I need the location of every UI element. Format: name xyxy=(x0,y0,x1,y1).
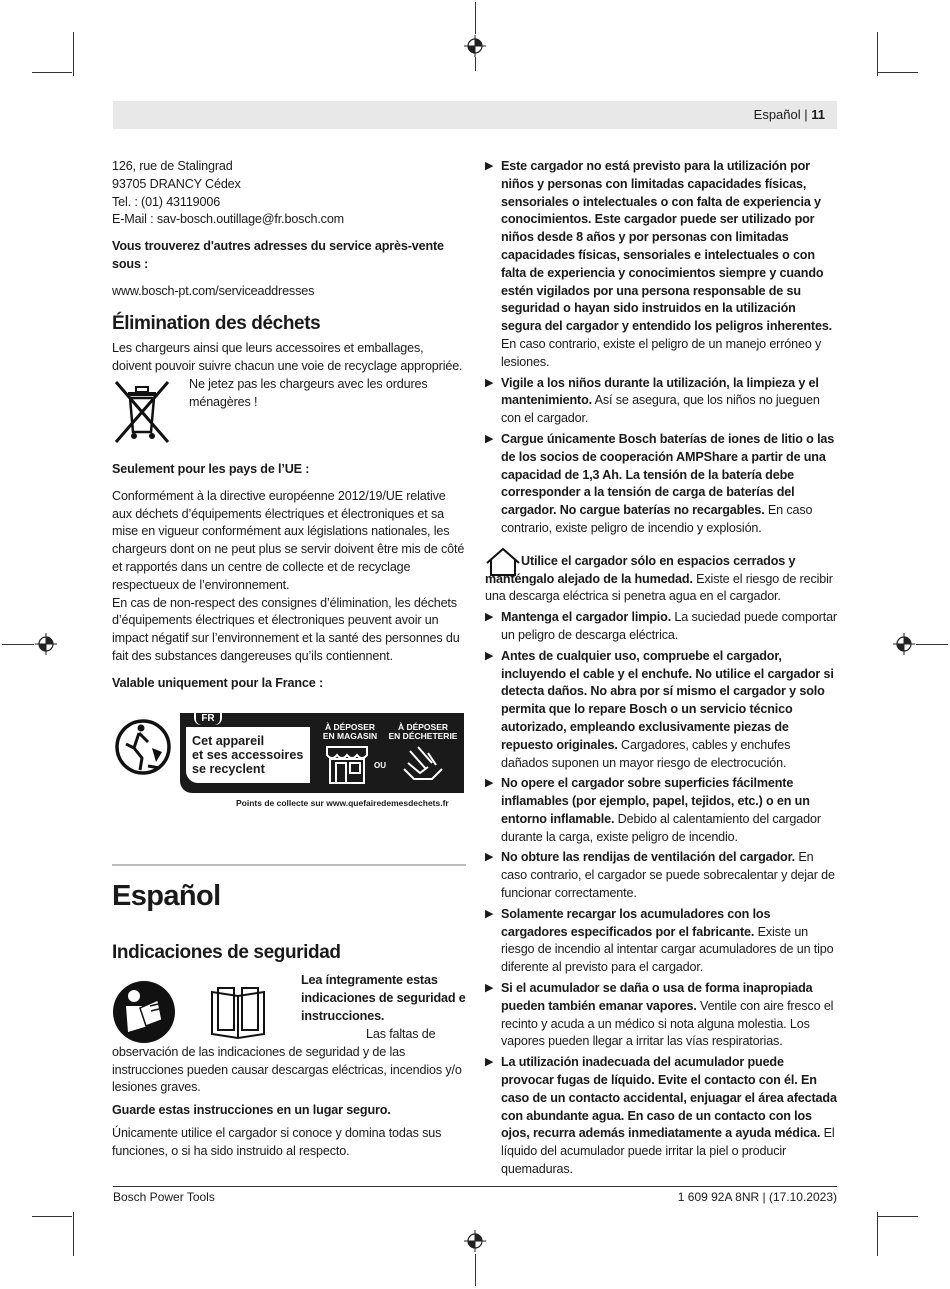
footer-doc-number: 1 609 92A 8NR | (17.10.2023) xyxy=(677,1190,837,1204)
crossed-bin-icon xyxy=(112,378,172,446)
crop-mark xyxy=(475,2,476,34)
service-url: www.bosch-pt.com/serviceaddresses xyxy=(112,283,315,298)
read-bold: Lea íntegramente estas indicaciones de seguridad e instrucciones. xyxy=(301,973,466,1023)
fr-badge-inner xyxy=(196,713,220,725)
list-item xyxy=(485,849,837,902)
crop-mark xyxy=(32,72,72,73)
triman-footer: Points de collecte sur www.quefairedemesdechets.fr xyxy=(236,798,449,808)
bullet-text: La suciedad puede comportar un peligro de descarga eléctrica. xyxy=(501,610,837,642)
bullet-icon: ▶ xyxy=(485,432,494,445)
dump-label xyxy=(384,723,462,741)
bin-block xyxy=(112,376,466,452)
triman-line3: se recyclent xyxy=(192,762,265,776)
bullet-text: El líquido del acumulador puede irritar la piel o producir quemaduras. xyxy=(501,1126,835,1177)
left-column xyxy=(112,158,466,693)
list-item xyxy=(485,431,837,538)
list-item xyxy=(485,158,837,372)
triman-message xyxy=(186,727,310,783)
address-line: Tel. : (01) 43119006 xyxy=(112,194,221,209)
address-line: E-Mail : sav-bosch.outillage@fr.bosch.com xyxy=(112,212,345,227)
crop-mark xyxy=(475,1254,476,1286)
bullet-bold: Si el acumulador se daña o usa de forma inapropiada pueden también emanar vapores. xyxy=(501,981,813,1013)
bullet-text: Así se asegura, que los niños no jueguen con el cargador. xyxy=(501,393,820,426)
bullet-icon: ▶ xyxy=(485,160,494,172)
bullet-icon: ▶ xyxy=(485,907,494,920)
fr-badge-text: FR xyxy=(201,713,215,724)
registration-mark-icon xyxy=(464,1230,486,1252)
bullet-text: Existe un riesgo de incendio al intentar cargar acumuladores de un tipo diferente al previsto para el cargador. xyxy=(501,924,834,975)
header-label: Español | 11 xyxy=(753,107,825,122)
bullet-text: En caso contrario, existe el peligro de un manejo erróneo y lesiones. xyxy=(501,336,822,369)
crop-mark xyxy=(878,72,918,73)
indoor-use-block xyxy=(485,553,837,606)
bullet-text: Ventile con aire fresco el recinto y acuda a un médico si nota alguna molestia. Los vapores pueden llegar a irritar las vías respiratorias. xyxy=(501,998,834,1049)
crop-mark xyxy=(73,32,74,76)
bullet-icon: ▶ xyxy=(485,851,494,864)
or-label: OU xyxy=(374,761,386,770)
bullet-icon: ▶ xyxy=(485,649,494,662)
keep-instructions: Guarde estas instrucciones en un lugar seguro. xyxy=(112,1103,391,1118)
triman-icon xyxy=(112,718,174,776)
bullet-text: En caso contrario, el cargador se puede sobrecalentar y dejar de funcionar correctamente. xyxy=(501,850,835,901)
crop-mark xyxy=(32,1216,72,1217)
list-item xyxy=(485,775,837,846)
footer-divider xyxy=(113,1186,837,1187)
more-addresses-text: Vous trouverez d'autres adresses du service après-vente sous : xyxy=(112,239,444,271)
bin-note: Ne jetez pas les chargeurs avec les ordures ménagères ! xyxy=(189,376,428,409)
address-line: 93705 DRANCY Cédex xyxy=(112,176,241,191)
crop-mark xyxy=(877,32,878,76)
registration-mark-icon xyxy=(893,633,915,655)
bullet-icon: ▶ xyxy=(485,982,494,995)
crop-mark xyxy=(878,1216,918,1217)
eu-text: Conformément à la directive européenne 2012/19/UE relative aux déchets d’équipements électriques et électroniques et sa mise en vigueur conformément aux législations nationales, les chargeurs dont on ne peut plus se servir doivent être mis de côté et rapportés dans un centre de collecte et de recyclage respectueux de l’environnement. xyxy=(112,488,465,592)
bullet-bold: Este cargador no está previsto para la utilización por niños y personas con limitadas capacidades físicas, sensoriales o intelectuales o con falta de experiencia y conocimientos. Este cargador puede ser utilizado por niños desde 8 años y por personas con limitadas capacidades físicas, sensoriales e intelectuales o con falta de experiencia y conocimientos siempre y cuando estén vigilados por una persona responsable de su seguridad o hayan sido instruidos en la utilización segura del cargador y entendido los peligros inherentes. xyxy=(501,159,833,334)
triman-info-box xyxy=(180,713,464,793)
bullet-bold: Solamente recargar los acumuladores con los cargadores especificados por el fabricante. xyxy=(501,906,771,939)
triman-line1: Cet appareil xyxy=(192,734,265,748)
bullet-bold: No opere el cargador sobre superficies fácilmente inflamables (por ejemplo, papel, tejidos, etc.) o en un entorno inflamable. xyxy=(501,776,810,826)
dump-icon xyxy=(398,743,448,785)
read-text-block xyxy=(112,1026,466,1161)
indoor-house-icon xyxy=(485,547,521,577)
registration-mark-icon xyxy=(35,633,57,655)
header-language: Español xyxy=(753,107,801,122)
indoor-bold: Utilice el cargador sólo en espacios cerrados y manténgalo alejado de la humedad. xyxy=(485,553,796,586)
read-text-span: Las faltas de observación de las indicaciones de seguridad y de las instrucciones pueden causar descargas eléctricas, incendios y/o lesiones graves. xyxy=(112,1027,462,1095)
safety-heading: Indicaciones de seguridad xyxy=(112,942,341,963)
list-item xyxy=(485,906,837,977)
crop-mark xyxy=(2,644,34,645)
only-use-text: Únicamente utilice el cargador si conoce y domina todas sus funciones, o si ha sido instruido al respecto. xyxy=(112,1125,442,1158)
list-item xyxy=(485,609,837,645)
bullet-text: Cargadores, cables y enchufes dañados suponen un mayor riesgo de electrocución. xyxy=(501,737,791,770)
noncompliance-text: En cas de non-respect des consignes d’élimination, les déchets d’équipements électriques et électroniques peuvent avoir un impact négatif sur l’environnement et la santé des personnes du fait des substances dangereuses qu’ils contiennent. xyxy=(112,595,460,663)
triman-line2: et ses accessoires xyxy=(192,748,304,762)
read-text xyxy=(112,1026,466,1097)
right-column xyxy=(485,158,837,1182)
bullet-icon: ▶ xyxy=(485,777,494,790)
crop-mark xyxy=(916,644,948,645)
page-header xyxy=(113,101,837,129)
bullet-icon: ▶ xyxy=(485,611,494,624)
france-heading: Valable uniquement pour la France : xyxy=(112,675,323,690)
bullet-bold: No obture las rendijas de ventilación del cargador. xyxy=(501,850,795,865)
list-item xyxy=(485,375,837,428)
list-item xyxy=(485,648,837,773)
disposal-text: Les chargeurs ainsi que leurs accessoires et emballages, doivent pouvoir suivre chacun une voie de recyclage appropriée. xyxy=(112,341,463,374)
shop-label-1: À DÉPOSER xyxy=(324,722,376,732)
crop-mark xyxy=(475,57,476,71)
section-title: Español xyxy=(112,880,221,912)
shop-label-2: EN MAGASIN xyxy=(322,731,378,741)
bullet-bold: Vigile a los niños durante la utilización, la limpieza y el mantenimiento. xyxy=(501,375,819,408)
bullet-text: En caso contrario, existe peligro de incendio y explosión. xyxy=(501,503,813,535)
list-item xyxy=(485,980,837,1051)
eu-heading: Seulement pour les pays de l’UE : xyxy=(112,461,310,476)
shop-icon xyxy=(324,745,370,785)
section-divider xyxy=(112,864,466,866)
bullet-bold: Cargue únicamente Bosch baterías de iones de litio o las de los socios de cooperación AMPShare a partir de una capacidad de 1,3 Ah. La tensión de la batería debe corresponder a la tensión de carga de baterías del cargador. No cargue baterías no recargables. xyxy=(501,431,835,518)
bullet-bold: Antes de cualquier uso, compruebe el cargador, incluyendo el cable y el enchufe. No utilice el cargador si detecta daños. No abra por sí mismo el cargador y solo permita que lo repare Bosch o un servicio técnico autorizado, empleando exclusivamente piezas de repuesto originales. xyxy=(501,648,834,752)
list-item xyxy=(485,1054,837,1179)
bullet-bold: Mantenga el cargador limpio. xyxy=(501,610,672,625)
bullet-text: Debido al calentamiento del cargador durante la carga, existe peligro de incendio. xyxy=(501,811,821,844)
bullet-icon: ▶ xyxy=(485,376,494,389)
disposal-heading: Élimination des déchets xyxy=(112,312,321,334)
dump-label-1: À DÉPOSER xyxy=(397,722,449,732)
crop-mark xyxy=(877,1212,878,1256)
address-line: 126, rue de Stalingrad xyxy=(112,159,233,173)
dump-label-2: EN DÉCHETERIE xyxy=(388,731,458,741)
bullet-icon: ▶ xyxy=(485,1056,494,1069)
shop-label xyxy=(316,723,384,741)
read-block xyxy=(301,972,466,1025)
bullet-bold: La utilización inadecuada del acumulador puede provocar fugas de líquido. Evite el contacto con él. En caso de un contacto accidental, enjuagar el área afectada con abundante agua. En caso de un contacto con los ojos, recurra además inmediatamente a ayuda médica. xyxy=(501,1055,837,1141)
footer-brand: Bosch Power Tools xyxy=(113,1190,215,1204)
indoor-text: Existe el riesgo de recibir una descarga eléctrica si penetra agua en el cargador. xyxy=(485,571,833,604)
registration-mark-icon xyxy=(464,35,486,57)
page-number: 11 xyxy=(811,107,825,122)
crop-mark xyxy=(73,1212,74,1256)
